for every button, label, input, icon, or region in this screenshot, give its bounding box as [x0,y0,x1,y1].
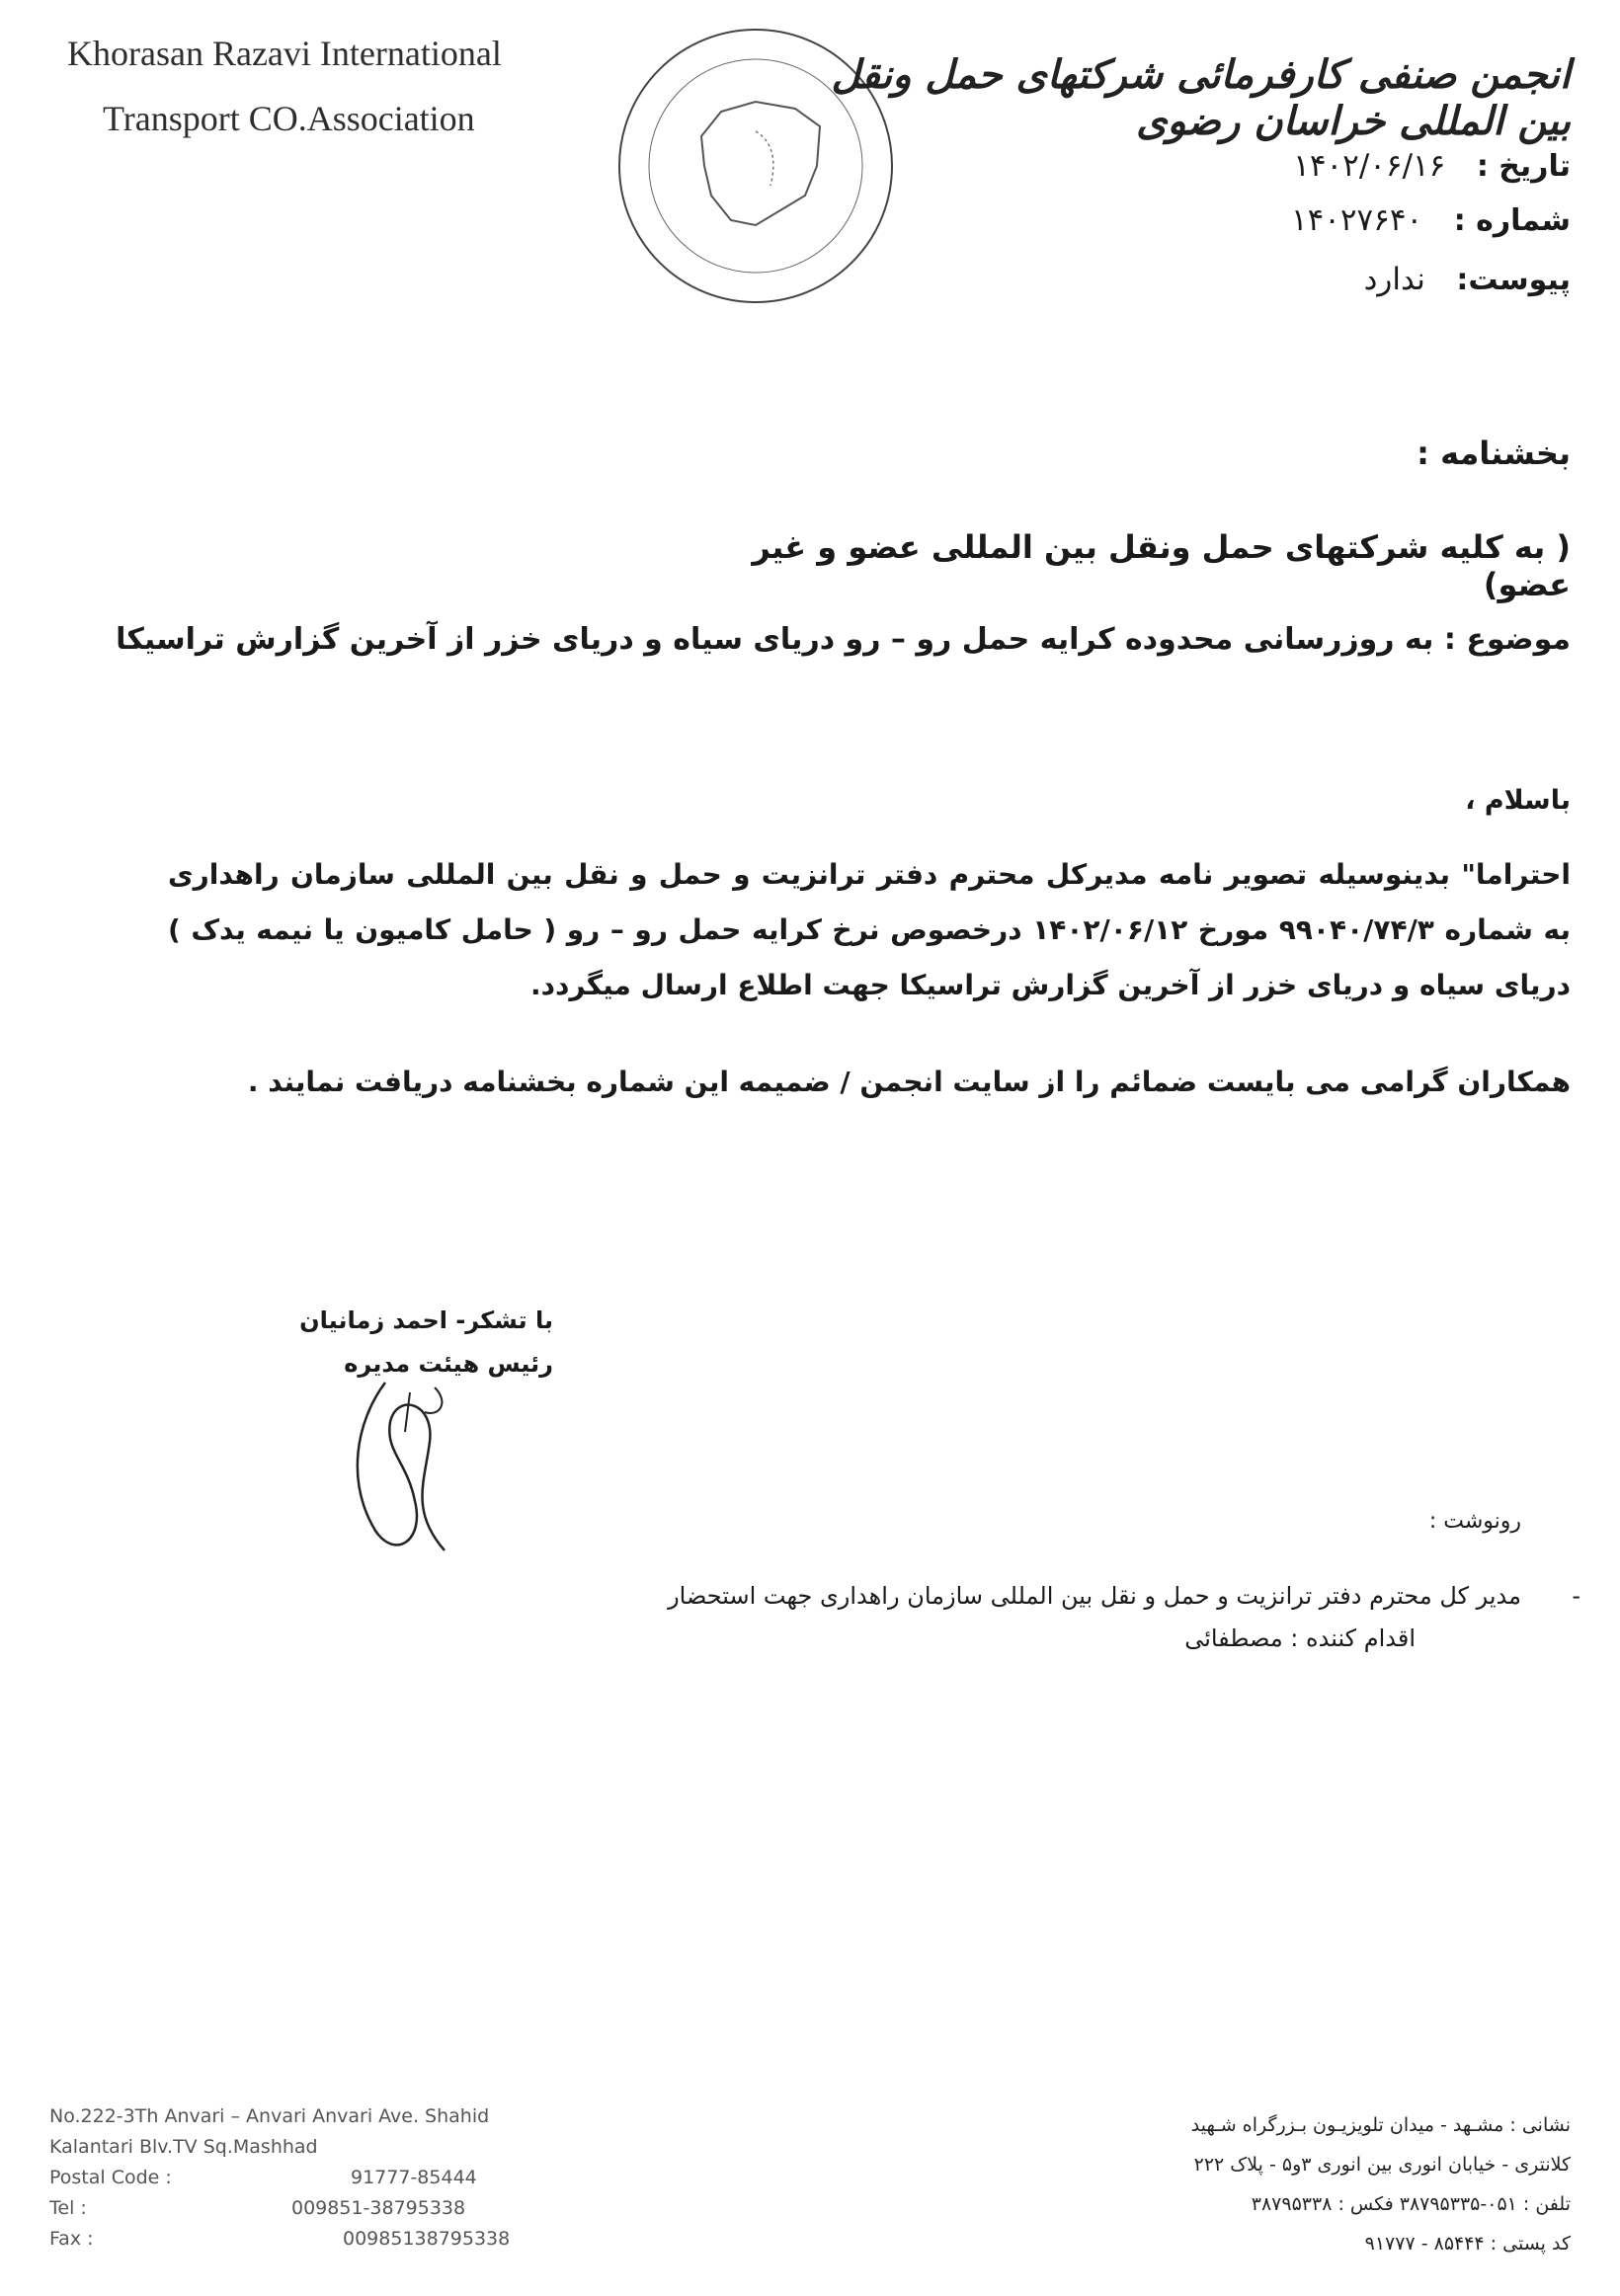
handler-line: اقدام کننده : مصطفائی [1184,1624,1416,1652]
fa-address-line2: کلانتری - خیابان انوری بین انوری ۳و۵ - پلاک ۲۲۲ [1193,2154,1571,2176]
org-name-fa: انجمن صنفی کارفرمائی شرکتهای حمل ونقل بین المللی خراسان رضوی [831,51,1571,144]
footer-address-fa [1057,2105,1571,2263]
cc-label: رونوشت : [1428,1509,1521,1534]
number-value: ۱۴۰۲۷۶۴۰ [1290,202,1423,238]
postal-value: 91777-85444 [351,2167,477,2188]
subject-line: موضوع : به روزرسانی محدوده کرایه حمل رو – رو دریای سیاه و دریای خزر از آخرین گزارش تراسیکا [116,622,1571,657]
date-row [1215,148,1571,184]
attachment-label: پیوست: [1456,263,1571,297]
signer-title: رئیس هیئت مدیره [344,1350,553,1378]
footer-address-en [49,2101,563,2255]
fa-phone-line: تلفن : ۰۵۱-۳۸۷۹۵۳۳۵ فکس : ۳۸۷۹۵۳۳۸ [1251,2193,1571,2215]
greeting: باسلام ، [1465,785,1571,816]
handwritten-signature [316,1363,514,1570]
attachment-row [1215,262,1571,297]
cc-recipient: مدیر کل محترم دفتر ترانزیت و حمل و نقل بین المللی سازمان راهداری جهت استحضار [668,1582,1521,1610]
org-name-en-line1: Khorasan Razavi International [67,34,502,73]
recipients-line: ( به کلیه شرکتهای حمل ونقل بین المللی عضو و غیر عضو) [752,528,1571,603]
fa-address-line1: نشانی : مشـهد - میدان تلویزیـون بـزرگراه شـهید [1190,2114,1571,2136]
postal-label: Postal Code : [49,2167,172,2188]
date-value: ۱۴۰۲/۰۶/۱۶ [1293,148,1446,184]
org-name-en [67,36,581,136]
number-row [1215,202,1571,238]
fa-postal-line: کد پستی : ۸۵۴۴۴ - ۹۱۷۷۷ [1364,2233,1571,2255]
address-line2: Kalantari Blv.TV Sq.Mashhad [49,2136,318,2158]
signer-name: با تشکر- احمد زمانیان [299,1306,553,1334]
cc-item [336,1570,1580,1622]
list-dash: - [1572,1582,1580,1610]
tel-label: Tel : [49,2197,87,2219]
body-paragraph-1: احتراما" بدینوسیله تصویر نامه مدیرکل محترم دفتر ترانزیت و حمل و نقل بین المللی سازمان راهداری به شماره ۹۹۰۴۰/۷۴/۳ مورخ ۱۴۰۲/۰۶/۱۲ درخصوص نرخ کرایه حمل رو – رو ( حامل کامیون یا نیمه یدک ) دریای سیاه و دریای خزر از آخرین گزارش تراسیکا جهت اطلاع ارسال میگردد. [168,858,1572,1001]
fax-value: 00985138795338 [343,2228,511,2250]
address-line1: No.222-3Th Anvari – Anvari Anvari Ave. Shahid [49,2105,490,2127]
attachment-value: ندارد [1363,262,1425,297]
fax-label: Fax : [49,2228,94,2250]
date-label: تاریخ : [1476,149,1571,184]
tel-value: 009851-38795338 [291,2197,466,2219]
number-label: شماره : [1453,203,1571,238]
org-name-en-line2: Transport CO.Association [103,99,475,138]
circular-heading: بخشنامه : [1417,435,1571,472]
body-paragraph-2: همکاران گرامی می بایست ضمائم را از سایت انجمن / ضمیمه این شماره بخشنامه دریافت نمایند . [247,1066,1571,1098]
